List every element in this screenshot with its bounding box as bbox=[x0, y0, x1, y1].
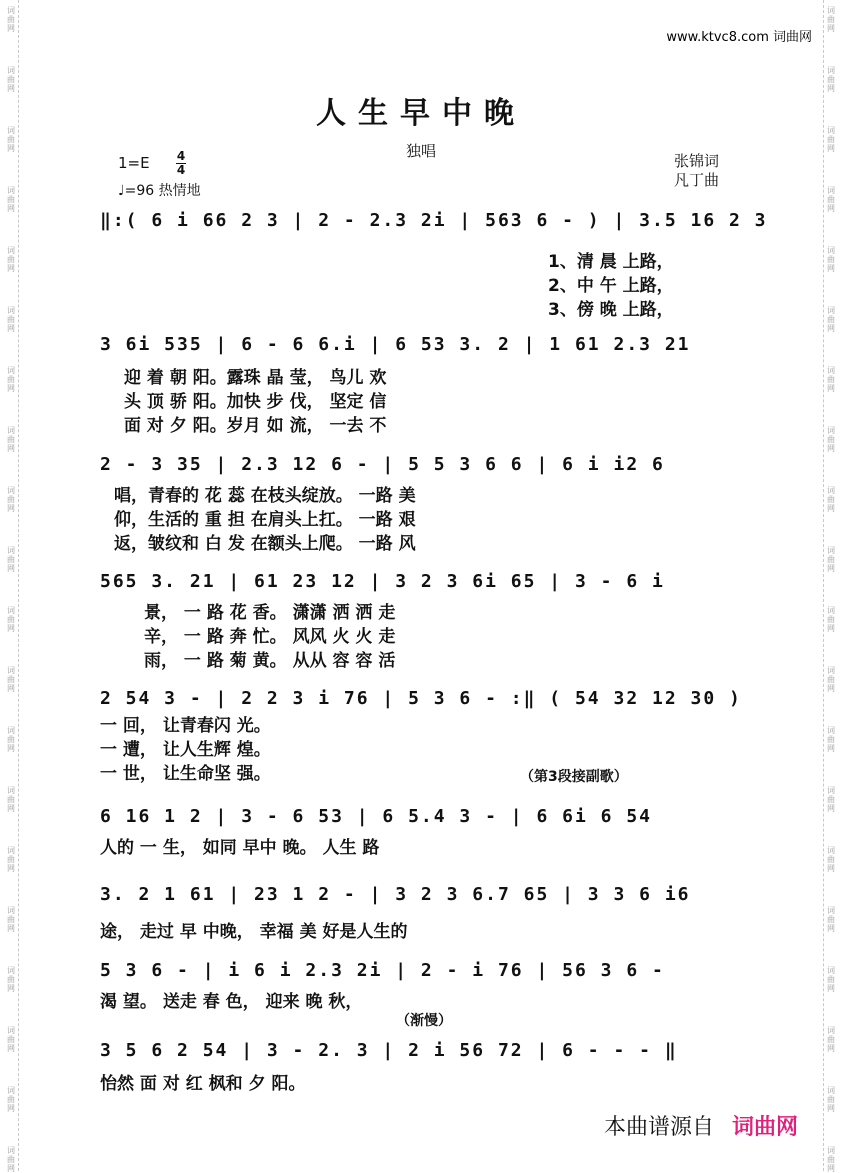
side-watermark-text: 词 曲 网 bbox=[7, 966, 15, 993]
side-watermark-text: 词 曲 网 bbox=[827, 606, 835, 633]
lyric-verse-3: 返，皱纹和 白 发 在额头上爬。 一路 风 bbox=[114, 534, 416, 554]
tempo-change-note: （渐慢） bbox=[396, 1013, 452, 1029]
lyric-verse-3: 雨， 一 路 菊 黄。 从从 容 容 活 bbox=[144, 651, 396, 671]
lyric-line: 途， 走过 早 中晚， 幸福 美 好是人生的 bbox=[100, 922, 408, 942]
left-watermark-strip bbox=[4, 0, 19, 1171]
side-watermark-text: 词 曲 网 bbox=[827, 666, 835, 693]
lyric-line: 怡然 面 对 红 枫和 夕 阳。 bbox=[100, 1074, 306, 1094]
lyric-verse-2: 2、中 午 上路， bbox=[548, 276, 674, 296]
lyric-verse-1: 迎 着 朝 阳。露珠 晶 莹， 鸟儿 欢 bbox=[124, 368, 387, 388]
lyric-verse-2: 一 遭， 让人生辉 煌。 bbox=[100, 740, 271, 760]
time-signature-bottom: 4 bbox=[176, 163, 186, 177]
side-watermark-text: 词 曲 网 bbox=[827, 6, 835, 33]
side-watermark-text: 词 曲 网 bbox=[7, 186, 15, 213]
side-watermark-text: 词 曲 网 bbox=[7, 1026, 15, 1053]
performance-note: （第3段接副歌） bbox=[520, 769, 628, 785]
lyric-line: 人的 一 生， 如同 早中 晚。 人生 路 bbox=[100, 838, 380, 858]
side-watermark-text: 词 曲 网 bbox=[827, 66, 835, 93]
lyric-verse-3: 面 对 夕 阳。岁月 如 流， 一去 不 bbox=[124, 416, 387, 436]
side-watermark-text: 词 曲 网 bbox=[827, 246, 835, 273]
side-watermark-text: 词 曲 网 bbox=[827, 846, 835, 873]
side-watermark-text: 词 曲 网 bbox=[7, 486, 15, 513]
lyric-verse-1: 景， 一 路 花 香。 潇潇 洒 洒 走 bbox=[144, 603, 396, 623]
right-watermark-strip bbox=[823, 0, 838, 1171]
side-watermark-text: 词 曲 网 bbox=[7, 306, 15, 333]
side-watermark-text: 词 曲 网 bbox=[827, 366, 835, 393]
composer: 凡丁曲 bbox=[674, 171, 720, 189]
lyric-verse-2: 头 顶 骄 阳。加快 步 伐， 坚定 信 bbox=[124, 392, 387, 412]
side-watermark-text: 词 曲 网 bbox=[827, 426, 835, 453]
side-watermark-text: 词 曲 网 bbox=[827, 186, 835, 213]
side-watermark-text: 词 曲 网 bbox=[7, 1086, 15, 1113]
side-watermark-text: 词 曲 网 bbox=[827, 126, 835, 153]
side-watermark-text: 词 曲 网 bbox=[827, 906, 835, 933]
notation-line: 3 5 6 2 54 | 3 - 2. 3 | 2 i 56 72 | 6 - - - ‖ bbox=[100, 1040, 678, 1061]
lyric-line: 渴 望。 送走 春 色， 迎来 晚 秋， bbox=[100, 992, 363, 1012]
side-watermark-text: 词 曲 网 bbox=[7, 246, 15, 273]
lyric-verse-3: 3、傍 晚 上路， bbox=[548, 300, 674, 320]
side-watermark-text: 词 曲 网 bbox=[827, 486, 835, 513]
side-watermark-text: 词 曲 网 bbox=[7, 366, 15, 393]
side-watermark-text: 词 曲 网 bbox=[827, 1086, 835, 1113]
lyric-verse-1: 唱，青春的 花 蕊 在枝头绽放。 一路 美 bbox=[114, 486, 416, 506]
credits bbox=[674, 152, 719, 190]
side-watermark-text: 词 曲 网 bbox=[827, 306, 835, 333]
side-watermark-text: 词 曲 网 bbox=[827, 546, 835, 573]
lyricist: 张锦词 bbox=[674, 152, 720, 170]
side-watermark-text: 词 曲 网 bbox=[7, 846, 15, 873]
side-watermark-text: 词 曲 网 bbox=[827, 1146, 835, 1173]
side-watermark-text: 词 曲 网 bbox=[7, 426, 15, 453]
side-watermark-text: 词 曲 网 bbox=[7, 606, 15, 633]
side-watermark-text: 词 曲 网 bbox=[7, 1146, 15, 1173]
lyric-verse-1: 一 回， 让青春闪 光。 bbox=[100, 716, 271, 736]
side-watermark-text: 词 曲 网 bbox=[827, 726, 835, 753]
lyric-verse-1: 1、清 晨 上路， bbox=[548, 252, 674, 272]
notation-line: 5 3 6 - | i 6 i 2.3 2i | 2 - i 76 | 56 3 6 - bbox=[100, 960, 665, 981]
lyric-verse-2: 仰，生活的 重 担 在肩头上扛。 一路 艰 bbox=[114, 510, 416, 530]
side-watermark-text: 词 曲 网 bbox=[7, 666, 15, 693]
side-watermark-text: 词 曲 网 bbox=[7, 786, 15, 813]
notation-line: 2 54 3 - | 2 2 3 i 76 | 5 3 6 - :‖ ( 54 32 12 30 ) bbox=[100, 688, 742, 709]
notation-line: 3. 2 1 61 | 23 1 2 - | 3 2 3 6.7 65 | 3 3 6 i6 bbox=[100, 884, 691, 905]
side-watermark-text: 词 曲 网 bbox=[7, 66, 15, 93]
notation-line: 565 3. 21 | 61 23 12 | 3 2 3 6i 65 | 3 - 6 i bbox=[100, 571, 665, 592]
side-watermark-text: 词 曲 网 bbox=[7, 906, 15, 933]
side-watermark-text: 词 曲 网 bbox=[7, 546, 15, 573]
side-watermark-text: 词 曲 网 bbox=[7, 126, 15, 153]
site-watermark[interactable]: www.ktvc8.com 词曲网 bbox=[666, 30, 812, 45]
time-signature-top: 4 bbox=[176, 149, 186, 163]
side-watermark-text: 词 曲 网 bbox=[827, 786, 835, 813]
tempo-marking: ♩=96 热情地 bbox=[118, 183, 201, 199]
side-watermark-text: 词 曲 网 bbox=[7, 726, 15, 753]
source-brand-link[interactable]: 词曲网 bbox=[731, 1115, 798, 1140]
performance-type: 独唱 bbox=[405, 142, 436, 160]
lyric-verse-2: 辛， 一 路 奔 忙。 风风 火 火 走 bbox=[144, 627, 396, 647]
source-label: 本曲谱源自 bbox=[603, 1115, 714, 1140]
notation-line: 6 16 1 2 | 3 - 6 53 | 6 5.4 3 - | 6 6i 6 54 bbox=[100, 806, 652, 827]
song-title: 人生早中晚 bbox=[316, 96, 526, 131]
side-watermark-text: 词 曲 网 bbox=[7, 6, 15, 33]
side-watermark-text: 词 曲 网 bbox=[827, 966, 835, 993]
source-footer bbox=[604, 1110, 798, 1141]
lyric-verse-3: 一 世， 让生命坚 强。 bbox=[100, 764, 271, 784]
notation-line: ‖:( 6 i 66 2 3 | 2 - 2.3 2i | 563 6 - ) | 3.5 16 2 3 bbox=[100, 210, 768, 231]
side-watermark-text: 词 曲 网 bbox=[827, 1026, 835, 1053]
time-signature bbox=[176, 150, 186, 177]
notation-line: 3 6i 535 | 6 - 6 6.i | 6 53 3. 2 | 1 61 2.3 21 bbox=[100, 334, 691, 355]
notation-line: 2 - 3 35 | 2.3 12 6 - | 5 5 3 6 6 | 6 i i2 6 bbox=[100, 454, 665, 475]
key-signature: 1=E bbox=[118, 154, 150, 172]
